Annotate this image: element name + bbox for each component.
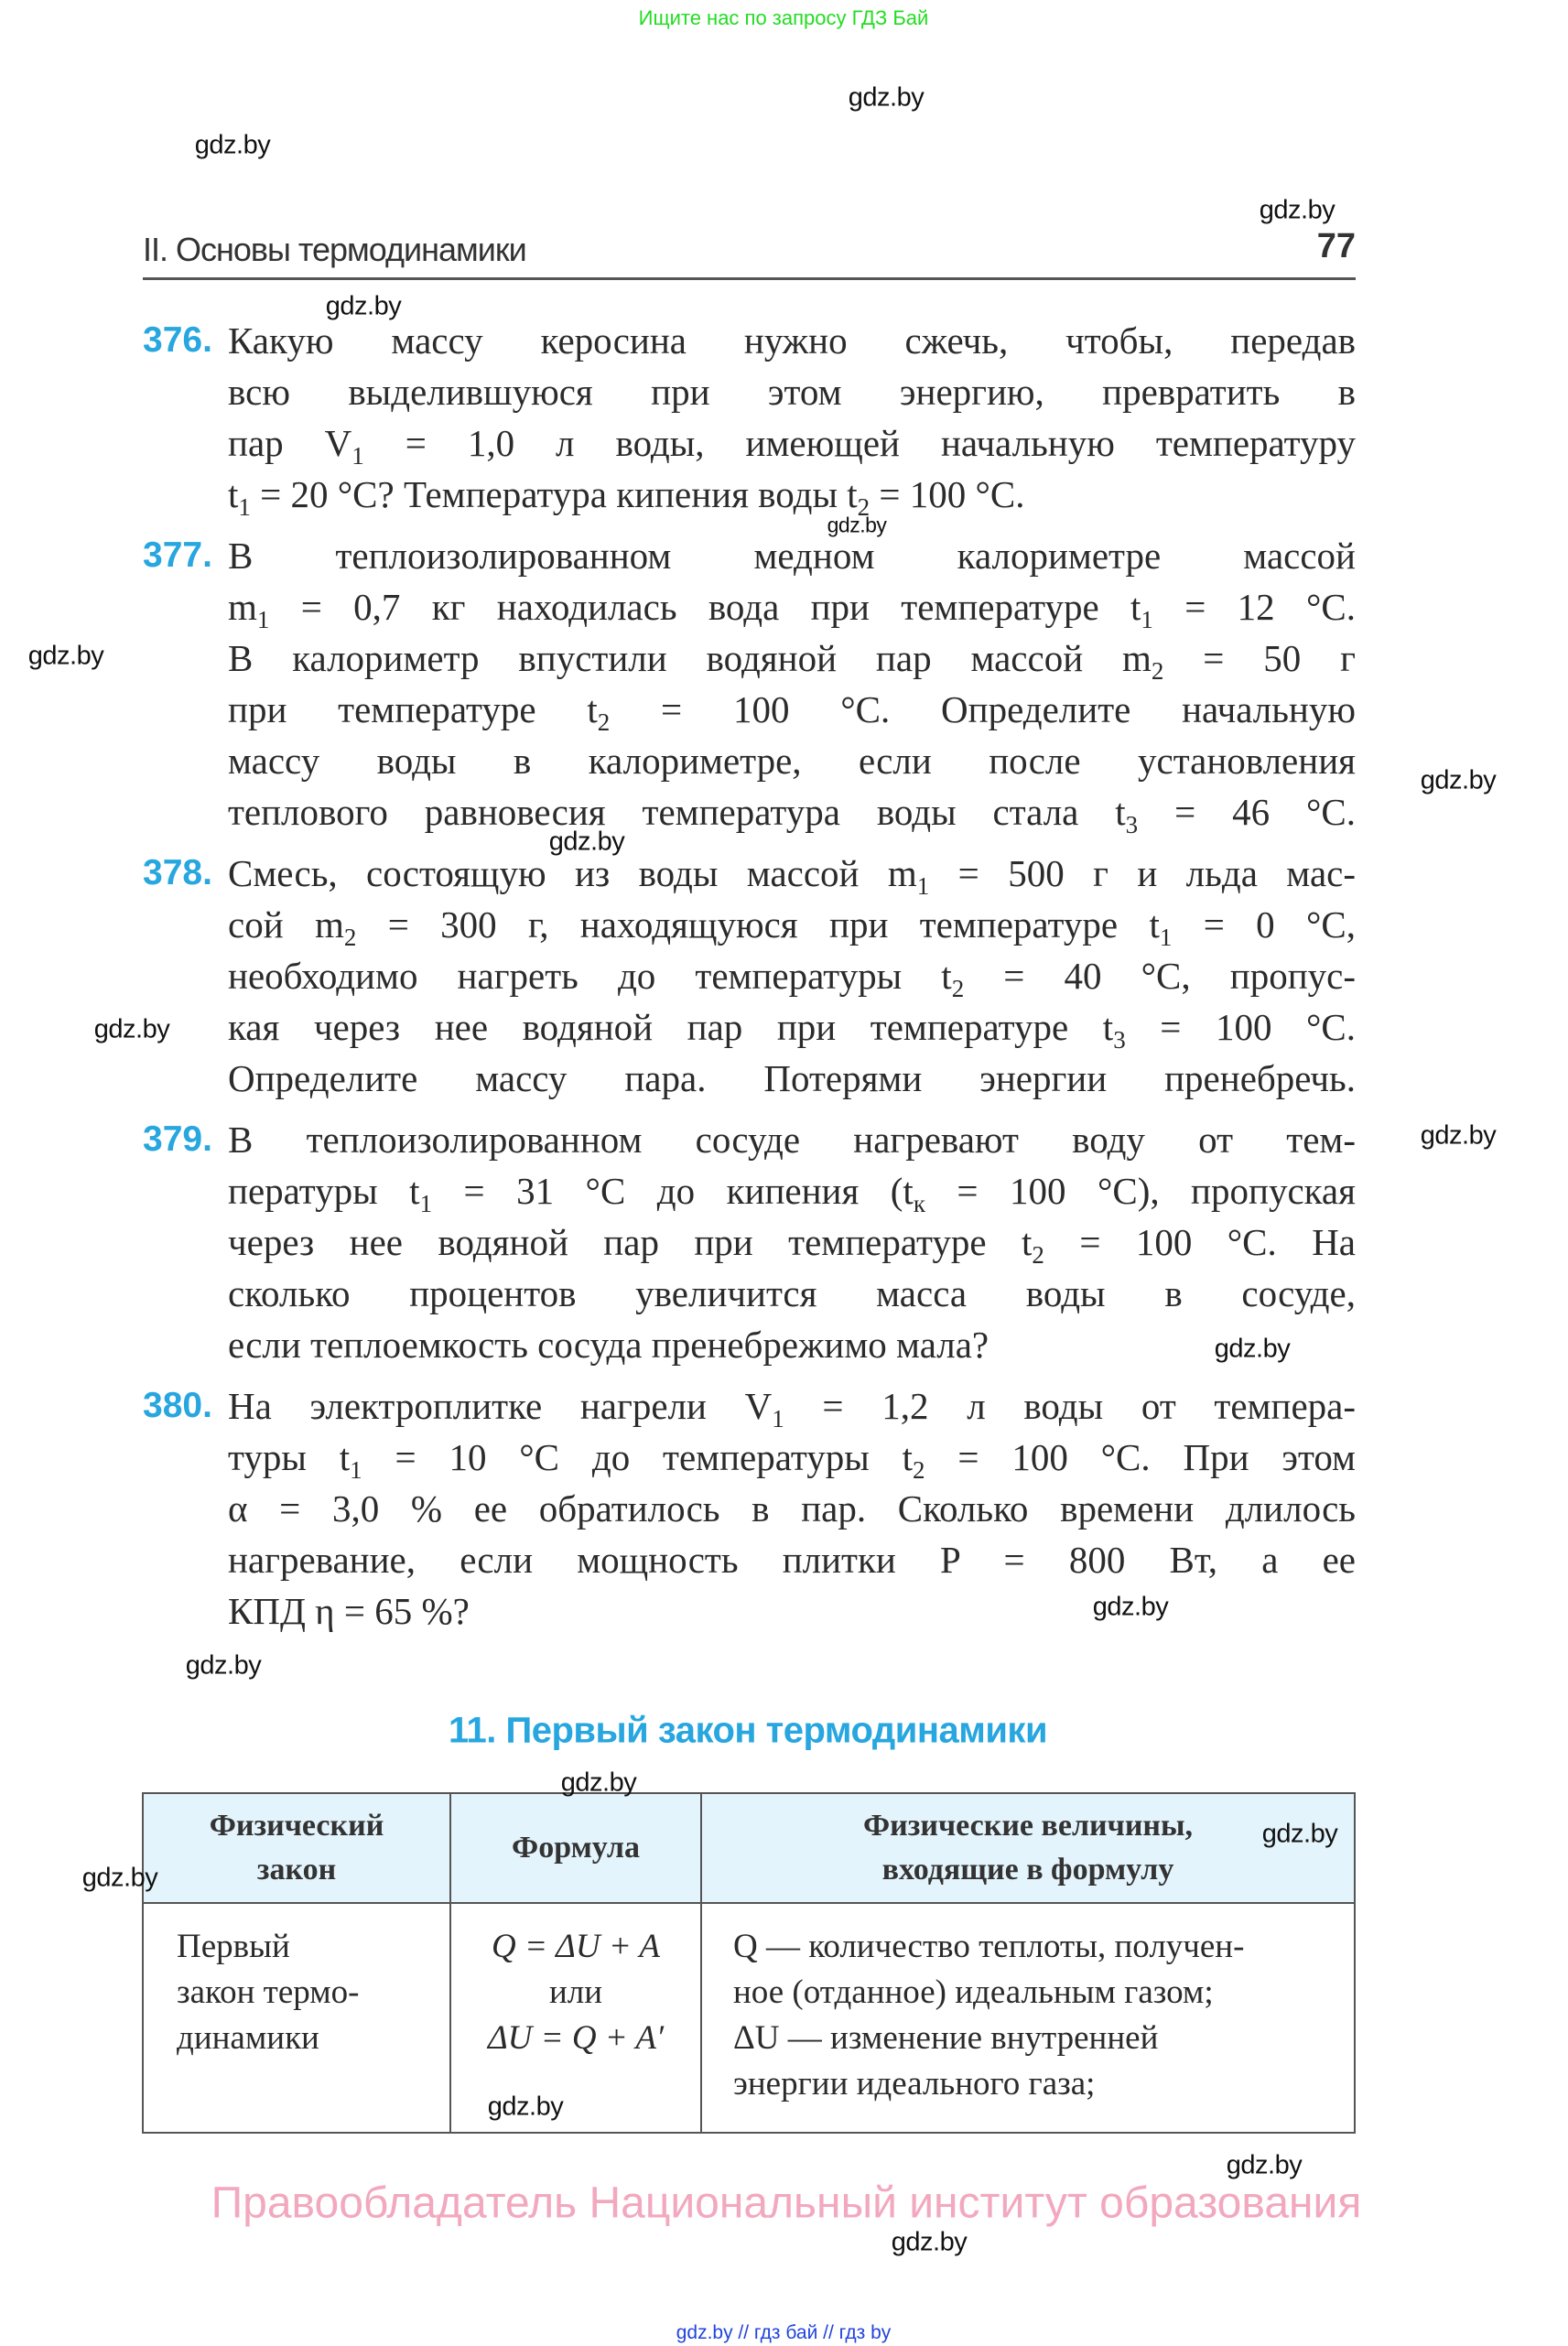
- watermark: gdz.by: [1420, 765, 1497, 795]
- problem-line: сколько процентов увеличится масса воды в сосуде,: [228, 1272, 1356, 1314]
- watermark: gdz.by: [81, 1863, 158, 1893]
- problem-text: [228, 848, 1356, 1104]
- watermark: gdz.by: [1214, 1334, 1291, 1364]
- problem-line: Смесь, состоящую из воды массой $m_1 = 500$ г и льда мас-: [228, 852, 1357, 900]
- watermark: gdz.by: [487, 2092, 564, 2122]
- watermark: gdz.by: [1261, 1819, 1338, 1849]
- cell-line: или: [548, 1973, 603, 2011]
- problem-line: Определите массу пара. Потерями энергии пренебречь.: [228, 1057, 1356, 1099]
- problem-line: Какую массу керосина нужно сжечь, чтобы, передав: [228, 319, 1356, 362]
- cell-line: ное (отданное) идеальным газом;: [733, 1973, 1214, 2011]
- watermark: gdz.by: [848, 82, 925, 113]
- problem-list: [143, 315, 1356, 1647]
- problem-378: [143, 848, 1356, 1104]
- header-text: Физический: [209, 1809, 384, 1843]
- problem-376: [143, 315, 1356, 520]
- problem-line: если теплоемкость сосуда пренебрежимо мала?: [228, 1324, 989, 1366]
- search-banner: Ищите нас по запросу ГДЗ Бай: [638, 6, 929, 29]
- problem-377: [143, 530, 1356, 838]
- problem-line: α = 3,0 % ее обратилось в пар. Сколько времени длилось: [228, 1487, 1356, 1530]
- watermark: gdz.by: [93, 1014, 170, 1044]
- problem-line: при температуре $t_2 = 100$ °С. Определите начальную: [228, 688, 1356, 736]
- problem-line: В теплоизолированном медном калориметре массой: [228, 535, 1356, 577]
- problem-line: $t_1 = 20$ °С? Температура кипения воды $t_2 = 100$ °С.: [228, 473, 1025, 521]
- problem-line: нагревание, если мощность плитки P = 800 Вт, а ее: [228, 1539, 1356, 1581]
- rights-holder-notice: Правообладатель Национальный институт образования: [211, 2178, 1362, 2228]
- problem-line: пературы $t_1 = 31$ °С до кипения ($t_к = 100$ °С), пропуская: [228, 1170, 1356, 1217]
- problem-number: 376.: [143, 320, 212, 360]
- section-title: 11. Первый закон термодинамики: [448, 1710, 1048, 1751]
- problem-text: [228, 1114, 1356, 1370]
- header-text: закон: [256, 1853, 337, 1887]
- watermark: gdz.by: [548, 827, 625, 857]
- problem-line: пар $V_1 = 1,0$ л воды, имеющей начальную температуру: [228, 422, 1357, 470]
- problem-line: необходимо нагреть до температуры $t_2 = 40$ °С, пропус-: [228, 955, 1356, 1002]
- cell-line: динамики: [177, 2019, 319, 2057]
- problem-line: теплового равновесия температура воды стала $t_3 = 46$ °С.: [228, 791, 1356, 838]
- header-text: Физические величины,: [862, 1809, 1194, 1843]
- problem-number: 378.: [143, 853, 212, 892]
- problem-line: В калориметр впустили водяной пар массой $m_2 = 50$ г: [228, 637, 1356, 685]
- watermark: gdz.by: [1259, 195, 1336, 225]
- header-divider: [143, 277, 1356, 280]
- page-number: 77: [1316, 227, 1356, 265]
- problem-line: через нее водяной пар при температуре $t_2 = 100$ °С. На: [228, 1221, 1357, 1269]
- cell-line: Q = ΔU + A: [491, 1928, 661, 1965]
- header-text: входящие в формулу: [881, 1853, 1174, 1887]
- watermark: gdz.by: [27, 641, 104, 671]
- problem-line: КПД η = 65 %?: [228, 1590, 470, 1632]
- watermark: gdz.by: [827, 513, 887, 537]
- problem-number: 377.: [143, 535, 212, 575]
- watermark: gdz.by: [325, 291, 402, 321]
- problem-text: [228, 530, 1356, 838]
- problem-number: 380.: [143, 1386, 212, 1425]
- watermark: gdz.by: [1092, 1592, 1169, 1622]
- problem-number: 379.: [143, 1119, 212, 1159]
- watermark: gdz.by: [1226, 2150, 1303, 2180]
- watermark: gdz.by: [1420, 1120, 1497, 1151]
- footer-links[interactable]: gdz.by // гдз бай // гдз by: [676, 2322, 892, 2343]
- cell-line: Первый: [177, 1928, 290, 1965]
- table-row: [143, 1903, 1355, 2133]
- header-text: Формула: [512, 1831, 640, 1865]
- header-law: [143, 1793, 450, 1903]
- cell-law: [143, 1903, 450, 2133]
- problem-text: [228, 1380, 1356, 1637]
- cell-line: Q — количество теплоты, получен-: [733, 1928, 1245, 1965]
- problem-379: [143, 1114, 1356, 1370]
- problem-line: массу воды в калориметре, если после установления: [228, 740, 1356, 782]
- problem-line: сой $m_2 = 300$ г, находящуюся при температуре $t_1 = 0$ °С,: [228, 903, 1357, 951]
- table-header-row: [143, 1793, 1355, 1903]
- header-formula: [450, 1793, 701, 1903]
- watermark: gdz.by: [194, 130, 271, 160]
- problem-380: [143, 1380, 1356, 1637]
- problem-line: $m_1 = 0,7$ кг находилась вода при температуре $t_1 = 12$ °С.: [228, 586, 1356, 633]
- problem-line: туры $t_1 = 10$ °С до температуры $t_2 = 100$ °С. При этом: [228, 1436, 1356, 1484]
- cell-line: закон термо-: [177, 1973, 360, 2011]
- cell-line: энергии идеального газа;: [733, 2065, 1096, 2103]
- chapter-title: II. Основы термодинамики: [143, 231, 526, 268]
- cell-line: ΔU = Q + A′: [487, 2019, 665, 2057]
- cell-line: ΔU — изменение внутренней: [733, 2019, 1159, 2057]
- problem-line: В теплоизолированном сосуде нагревают воду от тем-: [228, 1119, 1356, 1161]
- header-quantities: [701, 1793, 1355, 1903]
- watermark: gdz.by: [891, 2227, 968, 2257]
- problem-line: всю выделившуюся при этом энергию, превратить в: [228, 371, 1356, 413]
- watermark: gdz.by: [560, 1768, 637, 1798]
- problem-line: кая через нее водяной пар при температуре $t_3 = 100$ °С.: [228, 1006, 1356, 1054]
- law-table: [142, 1792, 1356, 2134]
- problem-line: На электроплитке нагрели $V_1 = 1,2$ л воды от темпера-: [228, 1385, 1356, 1432]
- cell-quantities: [701, 1903, 1355, 2133]
- watermark: gdz.by: [185, 1650, 262, 1681]
- problem-text: [228, 315, 1356, 520]
